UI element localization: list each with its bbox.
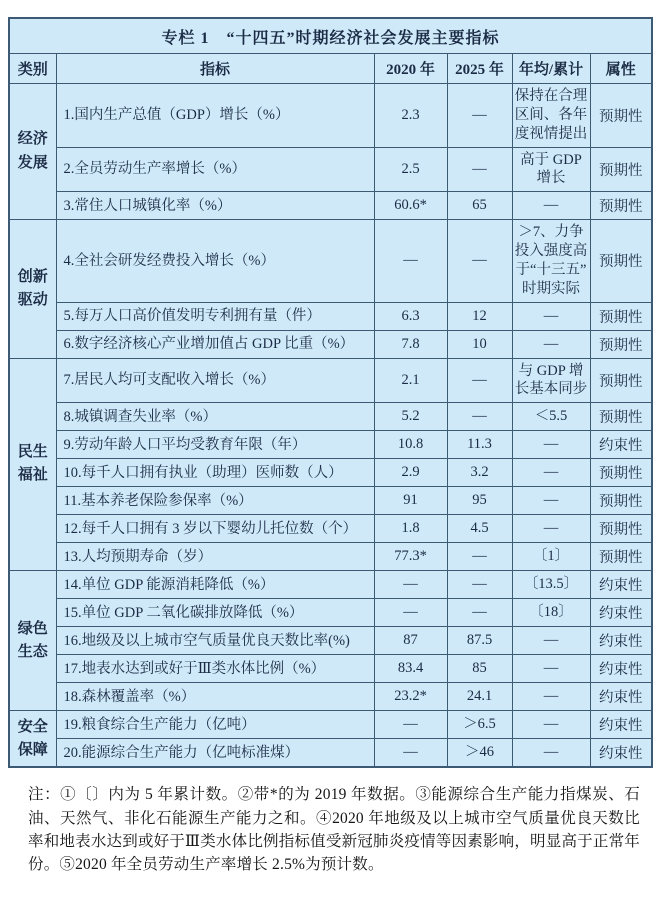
value-2020-cell: 2.9 — [374, 459, 447, 487]
indicator-cell: 2.全员劳动生产率增长（%） — [56, 147, 374, 192]
table-row — [9, 515, 652, 543]
indicator-cell: 12.每千人口拥有 3 岁以下婴幼儿托位数（个） — [56, 515, 374, 543]
value-2025-cell: — — [447, 147, 512, 192]
table-row — [9, 459, 652, 487]
annual-cell: ＞7、力争投入强度高于“十三五”时期实际 — [512, 220, 590, 302]
indicator-cell: 5.每万人口高价值发明专利拥有量（件） — [56, 302, 374, 330]
attribute-cell: 预期性 — [590, 358, 652, 403]
table-row — [9, 192, 652, 220]
indicator-cell: 7.居民人均可支配收入增长（%） — [56, 358, 374, 403]
value-2025-cell: 11.3 — [447, 431, 512, 459]
value-2020-cell: 77.3* — [374, 543, 447, 571]
indicator-cell: 15.单位 GDP 二氧化碳排放降低（%） — [56, 599, 374, 627]
category-cell: 安全保障 — [9, 711, 56, 768]
indicator-cell: 10.每千人口拥有执业（助理）医师数（人） — [56, 459, 374, 487]
indicator-cell: 3.常住人口城镇化率（%） — [56, 192, 374, 220]
attribute-cell: 约束性 — [590, 655, 652, 683]
header-2025: 2025 年 — [447, 54, 512, 84]
value-2025-cell: — — [447, 358, 512, 403]
value-2020-cell: 10.8 — [374, 431, 447, 459]
annual-cell: — — [512, 302, 590, 330]
indicator-cell: 6.数字经济核心产业增加值占 GDP 比重（%） — [56, 330, 374, 358]
annual-cell: 与 GDP 增长基本同步 — [512, 358, 590, 403]
annual-cell: — — [512, 739, 590, 768]
value-2020-cell: 1.8 — [374, 515, 447, 543]
attribute-cell: 预期性 — [590, 515, 652, 543]
annual-cell: — — [512, 515, 590, 543]
table-body — [9, 84, 652, 768]
annual-cell: 〔1〕 — [512, 543, 590, 571]
value-2025-cell: 3.2 — [447, 459, 512, 487]
attribute-cell: 预期性 — [590, 192, 652, 220]
value-2020-cell: 6.3 — [374, 302, 447, 330]
annual-cell: ＜5.5 — [512, 403, 590, 431]
attribute-cell: 预期性 — [590, 220, 652, 302]
indicator-cell: 14.单位 GDP 能源消耗降低（%） — [56, 571, 374, 599]
attribute-cell: 预期性 — [590, 403, 652, 431]
annual-cell: 〔13.5〕 — [512, 571, 590, 599]
value-2025-cell: 85 — [447, 655, 512, 683]
value-2020-cell: — — [374, 599, 447, 627]
value-2020-cell: — — [374, 739, 447, 768]
header-indicator: 指标 — [56, 54, 374, 84]
attribute-cell: 约束性 — [590, 627, 652, 655]
attribute-cell: 预期性 — [590, 302, 652, 330]
annual-cell: — — [512, 655, 590, 683]
annual-cell: 〔18〕 — [512, 599, 590, 627]
indicator-cell: 4.全社会研发经费投入增长（%） — [56, 220, 374, 302]
attribute-cell: 预期性 — [590, 459, 652, 487]
value-2025-cell: 95 — [447, 487, 512, 515]
value-2020-cell: 87 — [374, 627, 447, 655]
annual-cell: — — [512, 683, 590, 711]
annual-cell: — — [512, 330, 590, 358]
table-row — [9, 739, 652, 768]
attribute-cell: 约束性 — [590, 683, 652, 711]
value-2020-cell: 2.5 — [374, 147, 447, 192]
table-row — [9, 487, 652, 515]
value-2020-cell: 91 — [374, 487, 447, 515]
attribute-cell: 约束性 — [590, 599, 652, 627]
category-cell: 民生福祉 — [9, 358, 56, 571]
table-row — [9, 403, 652, 431]
attribute-cell: 约束性 — [590, 711, 652, 739]
value-2020-cell: — — [374, 571, 447, 599]
table-header-row — [9, 54, 652, 84]
indicators-table — [8, 17, 653, 768]
indicator-cell: 18.森林覆盖率（%） — [56, 683, 374, 711]
value-2020-cell: 2.1 — [374, 358, 447, 403]
annual-cell: — — [512, 487, 590, 515]
value-2020-cell: — — [374, 220, 447, 302]
value-2020-cell: — — [374, 711, 447, 739]
table-row — [9, 220, 652, 302]
value-2025-cell: ＞46 — [447, 739, 512, 768]
table-row — [9, 683, 652, 711]
header-category: 类别 — [9, 54, 56, 84]
indicator-cell: 8.城镇调查失业率（%） — [56, 403, 374, 431]
table-row — [9, 571, 652, 599]
indicator-cell: 11.基本养老保险参保率（%） — [56, 487, 374, 515]
annual-cell: — — [512, 627, 590, 655]
attribute-cell: 预期性 — [590, 543, 652, 571]
category-cell: 经济发展 — [9, 84, 56, 220]
table-row — [9, 711, 652, 739]
value-2025-cell: — — [447, 571, 512, 599]
attribute-cell: 预期性 — [590, 84, 652, 148]
table-row — [9, 358, 652, 403]
annual-cell: — — [512, 192, 590, 220]
attribute-cell: 约束性 — [590, 571, 652, 599]
value-2020-cell: 83.4 — [374, 655, 447, 683]
table-row — [9, 147, 652, 192]
value-2020-cell: 7.8 — [374, 330, 447, 358]
attribute-cell: 预期性 — [590, 330, 652, 358]
value-2025-cell: 10 — [447, 330, 512, 358]
value-2025-cell: ＞6.5 — [447, 711, 512, 739]
value-2025-cell: 65 — [447, 192, 512, 220]
indicator-cell: 20.能源综合生产能力（亿吨标准煤） — [56, 739, 374, 768]
attribute-cell: 约束性 — [590, 431, 652, 459]
table-row — [9, 655, 652, 683]
attribute-cell: 预期性 — [590, 147, 652, 192]
header-2020: 2020 年 — [374, 54, 447, 84]
annual-cell: — — [512, 431, 590, 459]
category-cell: 绿色生态 — [9, 571, 56, 711]
value-2025-cell: 87.5 — [447, 627, 512, 655]
header-annual: 年均/累计 — [512, 54, 590, 84]
annual-cell: — — [512, 459, 590, 487]
indicator-cell: 17.地表水达到或好于Ⅲ类水体比例（%） — [56, 655, 374, 683]
indicator-cell: 9.劳动年龄人口平均受教育年限（年） — [56, 431, 374, 459]
value-2025-cell: 4.5 — [447, 515, 512, 543]
table-title: 专栏 1 “十四五”时期经济社会发展主要指标 — [9, 18, 652, 54]
value-2025-cell: — — [447, 403, 512, 431]
annual-cell: 高于 GDP 增长 — [512, 147, 590, 192]
table-row — [9, 599, 652, 627]
value-2025-cell: — — [447, 543, 512, 571]
value-2020-cell: 2.3 — [374, 84, 447, 148]
table-row — [9, 543, 652, 571]
annual-cell: — — [512, 711, 590, 739]
attribute-cell: 预期性 — [590, 487, 652, 515]
table-row — [9, 627, 652, 655]
indicator-cell: 1.国内生产总值（GDP）增长（%） — [56, 84, 374, 148]
category-cell: 创新驱动 — [9, 220, 56, 358]
value-2025-cell: — — [447, 84, 512, 148]
value-2020-cell: 23.2* — [374, 683, 447, 711]
indicator-cell: 19.粮食综合生产能力（亿吨） — [56, 711, 374, 739]
table-title-row — [9, 18, 652, 54]
indicator-cell: 13.人均预期寿命（岁） — [56, 543, 374, 571]
table-footnote: 注：①〔〕内为 5 年累计数。②带*的为 2019 年数据。③能源综合生产能力指煤炭、石油、天然气、非化石能源生产能力之和。④2020 年地级及以上城市空气质量优良天数比率和地表水达到或好于Ⅲ类水体比例指标值受新冠肺炎疫情等因素影响，明显高于正常年份。⑤2020 年全员劳动生产率增长 2.5%为预计数。 — [28, 786, 640, 874]
table-row — [9, 330, 652, 358]
value-2025-cell: — — [447, 220, 512, 302]
value-2025-cell: — — [447, 599, 512, 627]
document-page — [0, 17, 656, 898]
attribute-cell: 约束性 — [590, 739, 652, 768]
table-row — [9, 302, 652, 330]
annual-cell: 保持在合理区间、各年度视情提出 — [512, 84, 590, 148]
value-2020-cell: 60.6* — [374, 192, 447, 220]
table-row — [9, 431, 652, 459]
header-attribute: 属性 — [590, 54, 652, 84]
value-2025-cell: 12 — [447, 302, 512, 330]
value-2020-cell: 5.2 — [374, 403, 447, 431]
table-row — [9, 84, 652, 148]
value-2025-cell: 24.1 — [447, 683, 512, 711]
indicator-cell: 16.地级及以上城市空气质量优良天数比率(%) — [56, 627, 374, 655]
